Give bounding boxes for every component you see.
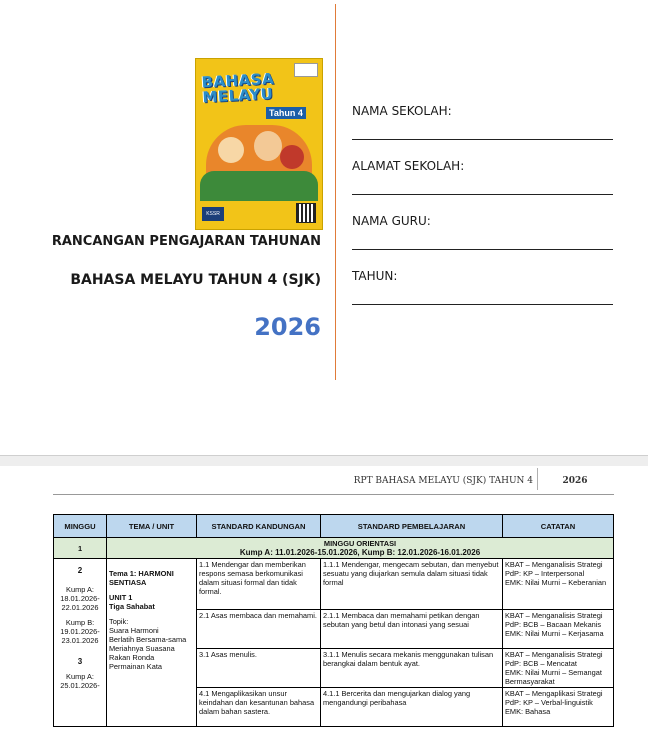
topic-item: Meriahnya Suasana <box>109 644 175 653</box>
field-nama-guru <box>352 214 613 228</box>
catatan-line: KBAT – Menganalisis Strategi <box>505 611 603 620</box>
week-number-next: 3 <box>77 657 83 666</box>
catatan-line: KBAT – Mengaplikasi Strategi <box>505 689 603 698</box>
qr-code-icon <box>296 203 316 223</box>
orientation-dates: Kump A: 11.01.2026-15.01.2026, Kump B: 12.01.2026-16.01.2026 <box>239 548 481 557</box>
sp-cell: 4.1.1 Bercerita dan mengujarkan dialog yang mengandungi peribahasa <box>321 688 503 727</box>
book-title: BAHASA MELAYU <box>201 69 275 107</box>
cover-art-face-1 <box>218 137 244 163</box>
catatan-cell <box>503 649 614 688</box>
field-line[interactable] <box>352 249 613 250</box>
cover-year: 2026 <box>254 313 321 341</box>
cover-art-flower <box>280 145 304 169</box>
unit-title: Tiga Sahabat <box>109 602 155 611</box>
rpt-title: RANCANGAN PENGAJARAN TAHUNAN <box>51 234 321 249</box>
field-line[interactable] <box>352 194 613 195</box>
field-line[interactable] <box>352 304 613 305</box>
header-rule <box>53 494 614 495</box>
sk-cell: 4.1 Mengaplikasikan unsur keindahan dan kesantunan bahasa dalam bahan sastera. <box>197 688 321 727</box>
catatan-line: KBAT – Menganalisis Strategi <box>505 650 603 659</box>
field-label: ALAMAT SEKOLAH: <box>352 159 465 173</box>
topic-item: Permainan Kata <box>109 662 162 671</box>
header-divider <box>537 468 538 490</box>
table-row <box>54 559 614 610</box>
col-header-minggu: MINGGU <box>54 515 107 538</box>
catatan-line: EMK: Nilai Murni – Kerjasama <box>505 629 604 638</box>
week-number: 2 <box>77 566 83 575</box>
subject-line: BAHASA MELAYU TAHUN 4 (SJK) <box>70 272 321 288</box>
cover-divider <box>335 4 336 380</box>
orientation-cell <box>107 538 614 559</box>
catatan-line: PdP: BCB – Mencatat <box>505 659 577 668</box>
catatan-line: PdP: KP – Verbal-linguistik <box>505 698 593 707</box>
catatan-line: KBAT – Menganalisis Strategi <box>505 560 603 569</box>
catatan-cell <box>503 688 614 727</box>
page-header-title: RPT BAHASA MELAYU (SJK) TAHUN 4 <box>353 476 533 486</box>
topic-item: Suara Harmoni <box>109 626 159 635</box>
book-series-badge: KSSR <box>202 207 224 221</box>
kump-a-label: Kump A: <box>66 585 94 594</box>
kump-a-dates: 18.01.2026-22.01.2026 <box>60 594 100 612</box>
table-row-orientation <box>54 538 614 559</box>
field-label: NAMA GURU: <box>352 214 431 228</box>
kump-b-dates: 19.01.2026-23.01.2026 <box>60 627 100 645</box>
catatan-line: EMK: Nilai Murni – Semangat Bermasyarakat <box>505 668 602 686</box>
cover-art-face-2 <box>254 131 282 161</box>
catatan-line: EMK: Bahasa <box>505 707 551 716</box>
table-page <box>0 466 648 755</box>
col-header-tema: TEMA / UNIT <box>107 515 197 538</box>
next-kump-a-dates: 25.01.2026- <box>60 681 100 690</box>
topic-item: Berlatih Bersama-sama <box>109 635 187 644</box>
kump-b-label: Kump B: <box>65 618 95 627</box>
field-line[interactable] <box>352 139 613 140</box>
sk-cell: 3.1 Asas menulis. <box>197 649 321 688</box>
catatan-cell <box>503 559 614 610</box>
orientation-week: 1 <box>54 538 107 559</box>
ministry-logo <box>294 63 318 77</box>
sp-cell: 3.1.1 Menulis secara mekanis menggunakan tulisan berangkai dalam bentuk ayat. <box>321 649 503 688</box>
field-nama-sekolah <box>352 104 613 118</box>
col-header-sp: STANDARD PEMBELAJARAN <box>321 515 503 538</box>
next-kump-a-label: Kump A: <box>66 672 94 681</box>
book-grade: Tahun 4 <box>266 107 306 119</box>
page-header-year: 2026 <box>562 476 588 486</box>
unit-label: UNIT 1 <box>109 593 133 602</box>
sk-cell: 1.1 Mendengar dan memberikan respons semasa berkomunikasi dalam situasi formal dan tidak formal. <box>197 559 321 610</box>
week-cell <box>54 559 107 727</box>
catatan-cell <box>503 610 614 649</box>
field-tahun <box>352 269 613 283</box>
catatan-line: EMK: Nilai Murni – Keberanian <box>505 578 607 587</box>
field-alamat-sekolah <box>352 159 613 173</box>
field-label: NAMA SEKOLAH: <box>352 104 452 118</box>
col-header-catatan: CATATAN <box>503 515 614 538</box>
sp-cell: 1.1.1 Mendengar, mengecam sebutan, dan menyebut sesuatu yang diujarkan semula dalam situasi tidak formal <box>321 559 503 610</box>
topic-item: Rakan Ronda <box>109 653 155 662</box>
catatan-line: PdP: KP – Interpersonal <box>505 569 585 578</box>
rpt-table <box>53 514 614 727</box>
col-header-sk: STANDARD KANDUNGAN <box>197 515 321 538</box>
tema-cell <box>107 559 197 727</box>
tema-title: Tema 1: HARMONI SENTIASA <box>109 569 174 587</box>
catatan-line: PdP: BCB – Bacaan Mekanis <box>505 620 602 629</box>
sk-cell: 2.1 Asas membaca dan memahami. <box>197 610 321 649</box>
sp-cell: 2.1.1 Membaca dan memahami petikan dengan sebutan yang betul dan intonasi yang sesuai <box>321 610 503 649</box>
cover-art-ground <box>200 171 318 201</box>
table-header-row <box>54 515 614 538</box>
topik-label: Topik: <box>109 617 129 626</box>
textbook-cover-image <box>195 58 323 230</box>
orientation-title: MINGGU ORIENTASI <box>323 539 397 548</box>
field-label: TAHUN: <box>352 269 398 283</box>
